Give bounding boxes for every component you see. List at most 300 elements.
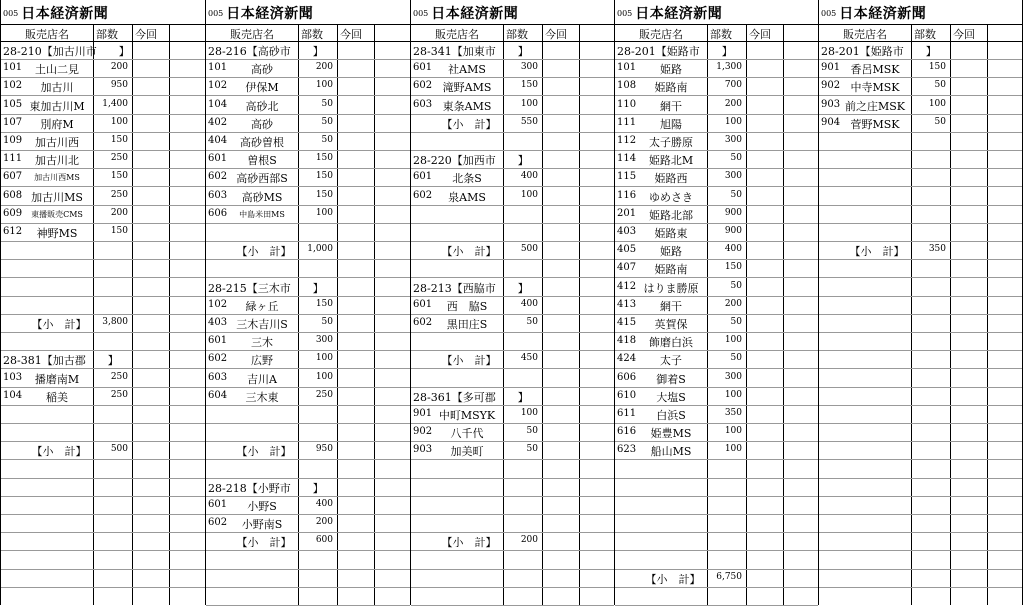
table-row <box>206 59 410 78</box>
table-row <box>206 514 410 533</box>
copies-count: 400 <box>520 171 538 182</box>
store-name: 中町MSYK <box>438 409 496 422</box>
store-name: 前之庄MSK <box>844 99 906 113</box>
store-code: 601 <box>208 335 228 347</box>
store-code: 108 <box>617 80 637 92</box>
subtotal-count: 500 <box>110 444 128 455</box>
blank-row <box>411 587 614 606</box>
table-row <box>411 77 614 96</box>
copies-count: 150 <box>315 153 333 164</box>
copies-count: 900 <box>724 226 742 236</box>
store-name: 加古川西MS <box>34 173 80 183</box>
blank-row <box>411 514 614 533</box>
blank-row <box>615 587 818 606</box>
store-code: 901 <box>821 62 841 74</box>
blank-row <box>819 551 1022 570</box>
subtotal-label: 【小 計】 <box>645 572 701 586</box>
store-name: 高砂北 <box>245 99 279 113</box>
table-row <box>1 187 205 206</box>
blank-row <box>819 441 1022 460</box>
store-name: はりま勝原 <box>643 281 699 295</box>
table-row <box>819 59 1022 78</box>
blank-row <box>1 514 205 533</box>
table-row <box>411 423 614 442</box>
blank-row <box>206 569 410 588</box>
table-row <box>206 150 410 169</box>
section-header-row <box>819 41 1022 60</box>
blank-row <box>206 587 410 606</box>
blank-row <box>1 405 205 424</box>
subtotal-row <box>615 569 818 588</box>
store-name: 稲美 <box>46 390 68 404</box>
store-name: 社AMS <box>448 63 486 77</box>
blank-row <box>411 259 614 278</box>
blank-row <box>819 205 1022 224</box>
table-row <box>615 59 818 78</box>
store-name: 英賀保 <box>654 318 688 331</box>
copies-count: 200 <box>110 62 128 73</box>
title-code: 005 <box>208 9 224 18</box>
column-header-row <box>819 24 1022 42</box>
copies-count: 700 <box>724 80 742 91</box>
subtotal-count: 600 <box>315 535 333 546</box>
store-name: 加古川西 <box>35 136 79 149</box>
table-row <box>819 96 1022 115</box>
copies-count: 50 <box>321 116 333 127</box>
copies-count: 50 <box>934 116 946 127</box>
blank-row <box>1 241 205 260</box>
store-name: 船山MS <box>650 445 692 459</box>
store-code: 201 <box>617 207 637 219</box>
subtotal-row <box>411 532 614 551</box>
blank-row <box>819 150 1022 169</box>
subtotal-label: 【小 計】 <box>849 245 905 259</box>
blank-row <box>819 168 1022 187</box>
table-row <box>1 77 205 96</box>
table-row <box>411 187 614 206</box>
store-name: 網干 <box>660 99 682 113</box>
subtotal-label: 【小 計】 <box>31 445 87 459</box>
table-row <box>206 168 410 187</box>
table-row <box>615 423 818 442</box>
subtotal-label: 【小 計】 <box>236 536 292 550</box>
store-name: 東条AMS <box>442 99 492 113</box>
store-code: 603 <box>413 98 433 110</box>
blank-row <box>819 569 1022 588</box>
copies-count: 50 <box>321 98 333 109</box>
store-name: 西 脇S <box>446 299 488 313</box>
blank-row <box>819 496 1022 515</box>
copies-count: 50 <box>730 189 742 200</box>
store-name: 姫路北部 <box>649 208 693 222</box>
store-name: 三木東 <box>245 390 279 404</box>
header-qty: 部数 <box>506 28 528 41</box>
table-row <box>615 150 818 169</box>
copies-count: 50 <box>730 280 742 291</box>
area-section-label: 28-215【三木市 】 <box>208 281 324 295</box>
panel-title-bar <box>1 3 205 21</box>
blank-row <box>1 496 205 515</box>
store-code: 902 <box>821 80 841 92</box>
blank-row <box>615 514 818 533</box>
store-name: 香呂MSK <box>850 63 900 77</box>
title-code: 005 <box>3 9 19 18</box>
store-name: 中寺MSK <box>850 81 900 95</box>
table-row <box>411 441 614 460</box>
table-row <box>1 387 205 406</box>
header-store-name: 販売店名 <box>843 28 887 41</box>
blank-row <box>411 551 614 570</box>
subtotal-row <box>206 241 410 260</box>
blank-row <box>819 405 1022 424</box>
store-code: 602 <box>208 517 228 529</box>
table-row <box>615 259 818 278</box>
store-code: 903 <box>821 98 841 110</box>
store-name: 高砂 <box>251 117 273 131</box>
newspaper-title: 日本経済新聞 <box>431 6 519 22</box>
subtotal-row <box>411 241 614 260</box>
copies-count: 150 <box>110 226 128 236</box>
table-row <box>411 296 614 315</box>
subtotal-label: 【小 計】 <box>441 245 497 259</box>
area-section-label: 28-341【加東市 】 <box>413 45 529 58</box>
blank-row <box>206 259 410 278</box>
copies-count: 250 <box>110 153 128 164</box>
blank-row <box>615 496 818 515</box>
store-name: 加古川 <box>40 81 74 95</box>
header-store-name: 販売店名 <box>25 28 69 41</box>
store-name: 飾磨白浜 <box>649 336 693 350</box>
store-name: 黒田庄S <box>446 318 488 331</box>
store-code: 623 <box>617 444 637 456</box>
subtotal-label: 【小 計】 <box>441 536 497 550</box>
store-code: 114 <box>617 153 637 165</box>
table-row <box>411 405 614 424</box>
blank-row <box>411 132 614 151</box>
blank-row <box>819 278 1022 297</box>
copies-count: 100 <box>315 207 333 218</box>
blank-row <box>819 259 1022 278</box>
subtotal-row <box>206 532 410 551</box>
copies-count: 150 <box>928 62 946 73</box>
store-name: 旭陽 <box>660 117 682 131</box>
blank-row <box>819 187 1022 206</box>
store-name: 姫路 <box>660 63 682 77</box>
blank-row <box>615 478 818 497</box>
column-header-row <box>411 24 614 42</box>
store-name: 姫路西 <box>654 172 688 186</box>
copies-count: 150 <box>724 262 742 273</box>
table-row <box>206 332 410 351</box>
blank-row <box>819 223 1022 242</box>
store-code: 116 <box>617 189 637 201</box>
table-row <box>206 187 410 206</box>
table-row <box>615 350 818 369</box>
blank-row <box>615 551 818 570</box>
table-row <box>206 350 410 369</box>
blank-row <box>615 532 818 551</box>
copies-count: 50 <box>730 317 742 327</box>
table-row <box>1 114 205 133</box>
copies-count: 200 <box>724 98 742 109</box>
store-code: 403 <box>208 317 228 328</box>
store-name: 御着S <box>656 372 686 386</box>
copies-count: 100 <box>724 389 742 400</box>
table-row <box>615 314 818 333</box>
store-name: 小野S <box>247 500 277 513</box>
blank-row <box>819 296 1022 315</box>
store-code: 402 <box>208 116 228 128</box>
store-code: 403 <box>617 226 637 237</box>
blank-row <box>411 223 614 242</box>
store-name: 高砂MS <box>241 190 283 204</box>
area-section-label: 28-216【高砂市 】 <box>208 45 324 58</box>
table-row <box>206 314 410 333</box>
copies-count: 250 <box>110 189 128 200</box>
copies-count: 100 <box>520 408 538 418</box>
panel-title-bar <box>615 3 818 21</box>
blank-row <box>819 132 1022 151</box>
header-qty: 部数 <box>914 28 936 41</box>
subtotal-row <box>1 314 205 333</box>
store-code: 104 <box>3 389 23 401</box>
store-name: 曽根S <box>247 154 277 168</box>
header-now: 今回 <box>340 28 362 41</box>
store-code: 407 <box>617 262 637 274</box>
store-name: 小野南S <box>241 518 283 532</box>
store-code: 602 <box>413 80 433 92</box>
blank-row <box>819 350 1022 369</box>
area-section-label: 28-361【多可郡 】 <box>413 390 529 404</box>
column-header-row <box>615 24 818 42</box>
blank-row <box>819 314 1022 333</box>
store-code: 904 <box>821 116 841 128</box>
section-header-row <box>411 41 614 60</box>
store-code: 603 <box>208 189 228 201</box>
title-code: 005 <box>617 9 633 18</box>
store-name: 大塩S <box>656 390 686 404</box>
copies-count: 400 <box>724 244 742 255</box>
store-name: 太子勝原 <box>649 136 693 149</box>
store-code: 616 <box>617 426 637 438</box>
copies-count: 150 <box>110 171 128 182</box>
newspaper-title: 日本経済新聞 <box>226 6 314 22</box>
copies-count: 250 <box>315 389 333 400</box>
header-store-name: 販売店名 <box>230 28 274 41</box>
subtotal-label: 【小 計】 <box>441 354 497 368</box>
table-row <box>206 96 410 115</box>
area-section-label: 28-381【加古郡 】 <box>3 354 119 368</box>
blank-row <box>1 332 205 351</box>
table-row <box>1 59 205 78</box>
column-header-row <box>1 24 205 42</box>
table-row <box>615 187 818 206</box>
table-row <box>615 96 818 115</box>
store-code: 112 <box>617 135 637 146</box>
copies-count: 1,400 <box>102 98 128 109</box>
copies-count: 100 <box>928 98 946 109</box>
table-row <box>615 168 818 187</box>
subtotal-count: 550 <box>520 116 538 127</box>
store-name: 高砂西部S <box>236 172 288 186</box>
copies-count: 100 <box>315 371 333 382</box>
blank-row <box>819 387 1022 406</box>
sheet-panel <box>410 0 614 605</box>
copies-count: 50 <box>526 317 538 327</box>
store-code: 105 <box>3 98 23 110</box>
table-row <box>1 369 205 388</box>
blank-row <box>206 460 410 479</box>
header-now: 今回 <box>135 28 157 41</box>
store-name: 滝野AMS <box>442 81 492 95</box>
blank-row <box>411 460 614 479</box>
area-section-label: 28-218【小野市 】 <box>208 481 324 495</box>
table-row <box>1 205 205 224</box>
store-code: 609 <box>3 207 23 219</box>
store-code: 405 <box>617 244 637 256</box>
blank-row <box>819 460 1022 479</box>
store-name: 八千代 <box>450 427 484 441</box>
area-section-label: 28-220【加西市 】 <box>413 154 529 168</box>
copies-count: 200 <box>110 207 128 218</box>
store-name: 吉川A <box>247 372 277 386</box>
table-row <box>411 96 614 115</box>
store-code: 102 <box>208 80 228 92</box>
store-code: 111 <box>617 116 637 128</box>
store-code: 611 <box>617 408 637 419</box>
store-code: 102 <box>3 80 23 92</box>
copies-count: 50 <box>321 317 333 327</box>
subtotal-row <box>819 241 1022 260</box>
subtotal-label: 【小 計】 <box>236 445 292 459</box>
area-section-label: 28-210【加古川市 】 <box>3 45 130 58</box>
blank-row <box>1 259 205 278</box>
table-row <box>615 332 818 351</box>
store-code: 601 <box>413 62 433 74</box>
store-code: 601 <box>208 499 228 510</box>
section-header-row <box>1 41 205 60</box>
subtotal-count: 950 <box>315 444 333 455</box>
store-code: 101 <box>3 62 23 74</box>
subtotal-row <box>1 441 205 460</box>
copies-count: 100 <box>724 116 742 127</box>
store-code: 103 <box>3 371 23 383</box>
table-row <box>411 168 614 187</box>
store-name: 高砂曽根 <box>240 136 284 149</box>
panel-title-bar <box>206 3 410 21</box>
blank-row <box>411 369 614 388</box>
copies-count: 50 <box>934 80 946 91</box>
store-code: 602 <box>413 317 433 328</box>
copies-count: 50 <box>526 426 538 437</box>
store-name: ゆめさき <box>649 190 693 204</box>
store-name: 神野MS <box>36 227 78 240</box>
copies-count: 350 <box>724 408 742 418</box>
table-row <box>206 77 410 96</box>
blank-row <box>1 278 205 297</box>
table-row <box>206 296 410 315</box>
blank-row <box>819 514 1022 533</box>
copies-count: 250 <box>110 371 128 382</box>
store-code: 606 <box>208 207 228 219</box>
store-code: 102 <box>208 298 228 310</box>
title-code: 005 <box>413 9 429 18</box>
store-code: 901 <box>413 408 433 419</box>
copies-count: 1,300 <box>716 62 742 73</box>
header-store-name: 販売店名 <box>435 28 479 41</box>
subtotal-count: 500 <box>520 244 538 255</box>
newspaper-title: 日本経済新聞 <box>21 6 109 22</box>
area-section-label: 28-201【姫路市 】 <box>821 45 937 58</box>
subtotal-count: 200 <box>520 535 538 546</box>
table-row <box>615 441 818 460</box>
table-row <box>615 223 818 242</box>
table-row <box>615 405 818 424</box>
subtotal-row <box>411 114 614 133</box>
blank-row <box>819 332 1022 351</box>
store-code: 101 <box>208 62 228 74</box>
store-code: 107 <box>3 116 23 128</box>
copies-count: 200 <box>315 517 333 528</box>
copies-count: 50 <box>730 353 742 364</box>
store-name: 加美町 <box>450 445 484 459</box>
table-row <box>206 369 410 388</box>
table-row <box>615 296 818 315</box>
header-qty: 部数 <box>710 28 732 41</box>
copies-count: 100 <box>724 335 742 346</box>
copies-count: 150 <box>315 298 333 309</box>
blank-row <box>206 423 410 442</box>
store-code: 101 <box>617 62 637 74</box>
store-name: 東加古川M <box>29 99 85 113</box>
table-row <box>206 387 410 406</box>
store-name: 北条S <box>452 172 482 186</box>
section-header-row <box>206 278 410 297</box>
subtotal-row <box>206 441 410 460</box>
subtotal-count: 450 <box>520 353 538 364</box>
store-name: 菅野MSK <box>850 117 900 131</box>
copies-count: 100 <box>315 80 333 91</box>
store-code: 902 <box>413 426 433 438</box>
subtotal-label: 【小 計】 <box>236 245 292 259</box>
header-store-name: 販売店名 <box>639 28 683 41</box>
sheet-panel <box>0 0 205 605</box>
store-name: 太子 <box>660 354 682 368</box>
store-code: 413 <box>617 298 637 310</box>
copies-count: 100 <box>724 444 742 455</box>
store-code: 602 <box>413 189 433 201</box>
table-row <box>1 168 205 187</box>
table-row <box>1 96 205 115</box>
store-name: 別府M <box>40 117 74 131</box>
store-name: 播磨南M <box>34 372 80 386</box>
copies-count: 100 <box>315 353 333 364</box>
section-header-row <box>1 350 205 369</box>
store-code: 109 <box>3 135 23 146</box>
store-code: 602 <box>208 171 228 183</box>
store-code: 610 <box>617 389 637 401</box>
table-row <box>615 278 818 297</box>
copies-count: 300 <box>724 371 742 382</box>
sheet-panel <box>205 0 410 605</box>
blank-row <box>1 551 205 570</box>
subtotal-count: 6,750 <box>716 571 742 582</box>
store-name: 広野 <box>251 354 273 368</box>
sheet-panel <box>818 0 1023 605</box>
store-name: 姫路東 <box>654 227 688 240</box>
blank-row <box>819 478 1022 497</box>
store-code: 608 <box>3 189 23 201</box>
